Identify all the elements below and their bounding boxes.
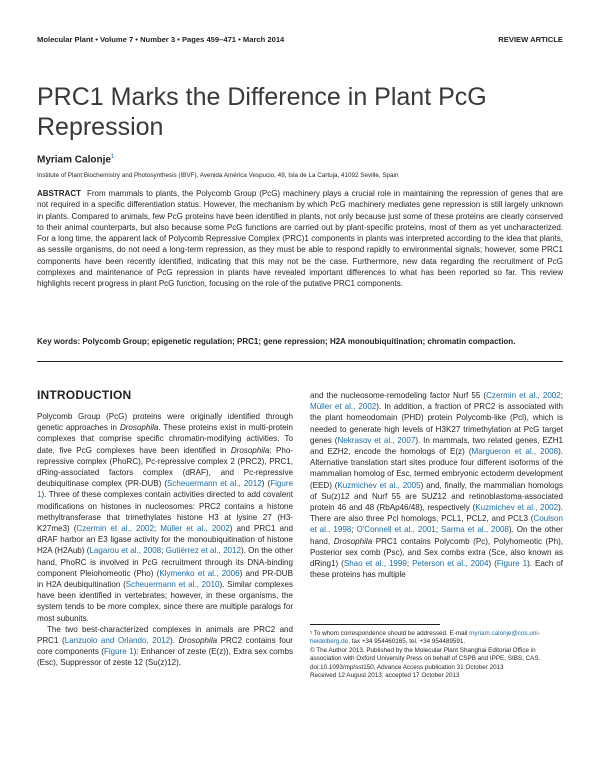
author-footnote-marker[interactable]: 1 — [110, 154, 115, 160]
text-run: ). On the other hand, — [310, 525, 563, 546]
citation-link[interactable]: Sarma et al., 2008 — [440, 525, 509, 535]
paragraph — [37, 624, 293, 669]
email-link[interactable]: myriam.calonje@cos.uni-heidelberg.de — [310, 630, 540, 646]
section-divider — [37, 361, 563, 362]
text-run: ) ( — [488, 559, 497, 569]
species-name: Drosophila — [178, 636, 218, 646]
article-type: REVIEW ARTICLE — [498, 35, 563, 44]
species-name: Drosophila — [230, 445, 270, 455]
citation-link[interactable]: Lanzuolo and Orlando, 2012 — [64, 636, 171, 646]
correspondence-note: ¹ To whom correspondence should be addressed. E-mail myriam.calonje@cos.uni-heidelberg.de, fax +34 954460165, tel. +34 954489591. — [310, 630, 540, 646]
citation-link[interactable]: Shao et al., 1999 — [343, 559, 407, 569]
copyright-note: © The Author 2013. Published by the Molecular Plant Shanghai Editorial Office in association with Oxford University Press on behalf of CSPB and IPPE, SIBS, CAS. — [310, 646, 541, 663]
text-run: ; — [161, 546, 166, 556]
text-run: : Pho-repressive complex (PhoRC), Pc-repressive complex 2 (PRC2), PRC1, dRing-associated factors complex (dRAF), and Pc-repressive deubiquitinase complex (PR-DUB) ( — [37, 445, 293, 489]
text-run: ). Similar complexes have been identified in vertebrates; however, in these organisms, the system tends to be more complex, since there are multiple paralogs for most subunits. — [37, 580, 293, 623]
text-run: ; — [406, 559, 413, 569]
text-run: ) and PRC1 and dRAF harbor an E3 ligase activity for the monoubiquitination of histone H2A (H2Aub) ( — [37, 524, 293, 556]
author-line — [37, 154, 114, 165]
text-run: PRC2 contains four core components ( — [37, 636, 293, 657]
citation-link[interactable]: Kuzmichev et al., 2002 — [475, 503, 559, 513]
citation-link[interactable]: Müller et al., 2002 — [310, 402, 377, 412]
citation-link[interactable]: Czermin et al., 2002 — [486, 391, 561, 400]
footnotes — [310, 630, 563, 680]
text-run: Polycomb Group (PcG) proteins were originally identified through genetic approaches in — [37, 412, 293, 433]
affiliation: Institute of Plant Biochemistry and Photosynthesis (IBVF), Avenida América Vespucio, 49, Isla de La Cartuja, 41092 Seville, Spain — [37, 172, 399, 179]
figure-link[interactable]: Figure 1 — [37, 479, 293, 500]
text-run: The two best-characterized complexes in animals are PRC2 and PRC1 ( — [37, 624, 293, 646]
doi-note: doi:10.1093/mp/sst150, Advance Access publication 31 October 2013 — [310, 663, 504, 671]
introduction-heading: INTRODUCTION — [37, 388, 132, 402]
text-run: ). Three of these complexes contain activities directed to add covalent modifications on histones in nucleosomes: PRC2 contains a histone methyltransferase that trimethylates histone H3 at lysine 27 (H3-K27me3) ( — [37, 490, 293, 534]
citation-link[interactable]: Gutiérrez et al., 2012 — [165, 546, 241, 556]
citation-link[interactable]: Scheuermann et al., 2012 — [167, 479, 262, 489]
citation-link[interactable]: Klymenko et al., 2006 — [159, 568, 240, 578]
body-column-right — [310, 390, 563, 580]
citation-link[interactable]: Coulson et al., 1998 — [310, 514, 563, 535]
text-run: ) and PR-DUB in H2A deubiquitination ( — [37, 568, 293, 590]
body-column-left — [37, 411, 293, 669]
citation-link[interactable]: Czermin et al., 2002 — [76, 524, 154, 534]
received-note: Received 12 August 2013; accepted 17 October 2013 — [310, 672, 460, 680]
paragraph — [310, 390, 563, 580]
text-run: ). On the other hand, PhoRC is involved in PcG recruitment through its DNA-binding component Pleiohomeotic (Pho) ( — [37, 546, 294, 578]
citation-link[interactable]: O'Connell et al., 2001 — [356, 525, 436, 535]
text-run: ). There are also three Pcl homologs, PCL1, PCL2, and PCL3 ( — [310, 503, 563, 524]
keywords: Key words: Polycomb Group; epigenetic regulation; PRC1; gene repression; H2A monoubiquitination; chromatin compaction. — [37, 337, 516, 346]
author-name: Myriam Calonje — [37, 154, 111, 166]
citation-link[interactable]: Nekrasov et al., 2007 — [337, 435, 416, 445]
abstract-label: ABSTRACT — [37, 189, 81, 198]
figure-link[interactable]: Figure 1 — [496, 559, 528, 569]
text-run: ; — [560, 391, 563, 400]
text-run: and the nucleosome-remodeling factor Nurf 55 ( — [310, 391, 487, 400]
text-run: ; — [435, 525, 441, 535]
journal-citation: Molecular Plant • Volume 7 • Number 3 • Pages 459–471 • March 2014 — [37, 35, 285, 44]
citation-link[interactable]: Lagarou et al., 2008 — [89, 546, 162, 556]
text-run: PRC1 contains Polycomb (Pc), Polyhomeotic (Ph), Posterior sex comb (Psc), and Sex combs extra (Sce, also known as dRing1) ( — [310, 536, 563, 569]
abstract-text: From mammals to plants, the Polycomb Group (PcG) machinery plays a crucial role in maintaining the repression of genes that are not required in a specific differentiation status. However, the mechanism by which PcG machinery mediates gene repression is still largely unknown in plants. Compared to animals, few PcG proteins have been identified in plants, not only because just some of these proteins are clearly conserved to their animal counterparts, but also because some PcG functions are carried out by plant-specific proteins, most of them as yet uncharacterized. For a long time, the apparent lack of Polycomb Repressive Complex (PRC)1 components in plants was interpreted according to the idea that plants, as sessile organisms, do not need a long-term repression, as they must be able to respond rapidly to environmental signals; however, some PRC1 components have been recently identified, indicating that this may not be the case. Furthermore, new data regarding the recruitment of PcG complexes and maintenance of PcG repression in plants have revealed important differences to what has been reported so far. This review highlights recent progress in plant PcG function, focusing on the role of the putative PRC1 components. — [37, 189, 563, 289]
figure-link[interactable]: Figure 1 — [103, 647, 134, 657]
text-run: ; — [351, 525, 357, 535]
text-run: ) ( — [261, 479, 271, 489]
text-run: ). Each of these proteins has multiple — [310, 559, 563, 580]
text-run: ). Alternative translation start sites produce four different isoforms of the mammalian homolog of Esc, termed embryonic ectoderm development (EED) ( — [310, 447, 564, 490]
citation-link[interactable]: Peterson et al., 2004 — [412, 559, 489, 569]
species-name: Drosophila — [119, 423, 159, 433]
paragraph — [37, 411, 293, 624]
citation-link[interactable]: Margueron et al., 2008 — [471, 447, 559, 457]
text-run: ; — [153, 524, 161, 534]
text-run: ) and, finally, the mammalian homologs of Su(z)12 and Nurf 55 are SUZ12 and retinoblastoma-associated protein 46 and 48 (RbAp46/48), respectively ( — [310, 480, 563, 513]
footnote-divider — [310, 624, 440, 625]
running-header — [37, 35, 563, 49]
abstract — [37, 188, 563, 290]
text-run: . These proteins exist in multi-protein complexes that comprise specific chromatin-modifying activities. To date, five PcG complexes have been identified in — [37, 423, 294, 455]
species-name: Drosophila — [333, 536, 373, 546]
citation-link[interactable]: Kuzmichev et al., 2005 — [337, 480, 421, 490]
citation-link[interactable]: Scheuermann et al., 2010 — [125, 580, 220, 590]
citation-link[interactable]: Müller et al., 2002 — [160, 524, 230, 534]
text-run: ). In addition, a fraction of PRC2 is associated with the plant homeodomain (PHD) protein Polycomb-like (Pcl), which is needed to generate high levels of H3K27 trimethylation at PcG target genes ( — [310, 402, 563, 445]
text-run: ). — [170, 636, 179, 646]
text-run: ): Enhancer of zeste (E(z)), Extra sex combs (Esc), Suppressor of zeste 12 (Su(z)12), — [37, 647, 293, 668]
text-run: ). In mammals, two related genes, EZH1 and EZH2, encode the homologs of E(z) ( — [310, 435, 563, 457]
article-title: PRC1 Marks the Difference in Plant PcG Repression — [37, 83, 487, 141]
